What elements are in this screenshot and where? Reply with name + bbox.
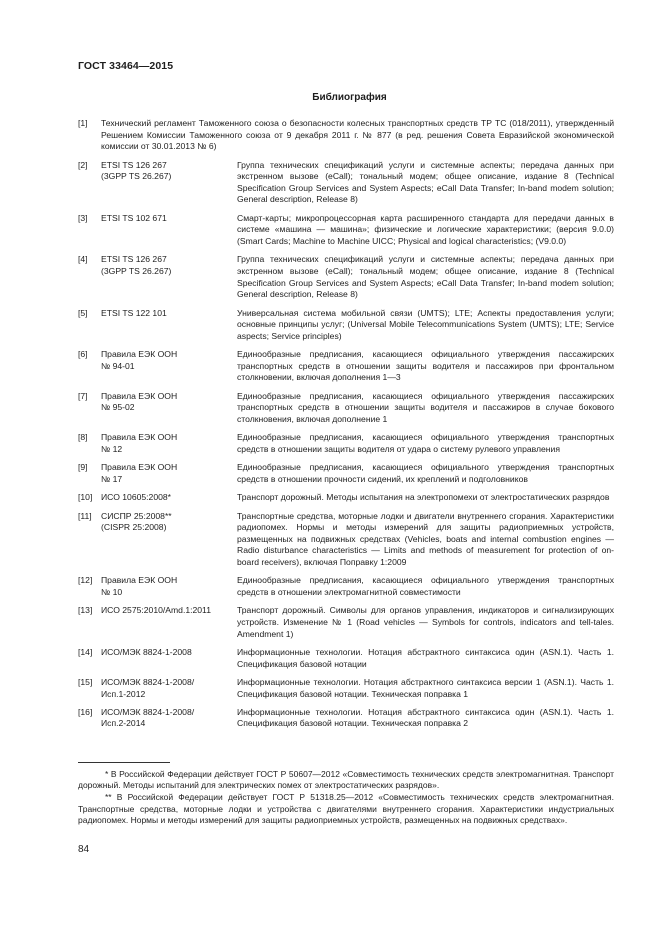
bibliography-entry: [78, 349, 614, 384]
bibliography-entry: [78, 462, 614, 485]
entry-reference: Правила ЕЭК ООН № 12: [101, 432, 178, 454]
footnote: ** В Российской Федерации действует ГОСТ Р 51318.25—2012 «Совместимость технических средств электромагнитная. Транспортные средства, моторные лодки и устройства с двигателями внутреннего сгорания. Характеристики индустриальных радиопомех. Нормы и методы измерений для защиты радиоприемных устройств, размещенных на подвижных средствах».: [78, 792, 614, 826]
entry-description: Технический регламент Таможенного союза о безопасности колесных транспортных средств ТР ТС (018/2011), утвержденный Решением Комиссии Таможенного союза от 9 декабря 2011 г. № 877 (в ред. решения Совета Евразийской экономической комиссии от 30.01.2013 № 6): [101, 118, 614, 152]
entry-number: [6]: [78, 349, 88, 360]
footnotes: [78, 762, 614, 827]
entry-reference: ИСО 10605:2008*: [101, 492, 172, 503]
bibliography-entry: [78, 118, 614, 153]
entry-description: Информационные технологии. Нотация абстрактного синтаксиса один (ASN.1). Часть 1. Спецификация базовой нотации. Техническая поправка 2: [237, 706, 614, 729]
entry-reference: Правила ЕЭК ООН № 17: [101, 462, 178, 484]
entry-reference: ИСО/МЭК 8824-1-2008/ Исп.1-2012: [101, 676, 195, 699]
bibliography-entry: [78, 647, 614, 670]
entry-description: Единообразные предписания, касающиеся официального утверждения пассажирских транспортных средств в отношении защиты водителя и пассажиров при фронтальном столкновении, включая дополнения 1—3: [237, 349, 614, 383]
entry-description: Универсальная система мобильной связи (UMTS); LTE; Аспекты предоставления услуги; основные принципы услуг; (Universal Mobile Telecommunications System (UMTS); LTE; Service aspects; Service principles): [237, 307, 614, 341]
entry-description: Единообразные предписания, касающиеся официального утверждения транспортных средств в отношении электромагнитной совместимости: [237, 575, 614, 597]
entry-description: Единообразные предписания, касающиеся официального утверждения транспортных средств в отношении прочности сидений, их креплений и подголовников: [237, 462, 614, 484]
page-number: 84: [78, 844, 90, 855]
entry-reference: Правила ЕЭК ООН № 10: [101, 575, 178, 597]
entry-description: Транспорт дорожный. Методы испытания на электропомехи от электростатических разрядов: [237, 492, 610, 503]
entry-reference: Правила ЕЭК ООН № 95-02: [101, 390, 178, 413]
bibliography-entry: [78, 254, 614, 300]
entry-reference: ETSI TS 126 267 (3GPP TS 26.267): [101, 254, 172, 276]
entry-number: [9]: [78, 462, 88, 473]
document-code: ГОСТ 33464—2015: [78, 60, 174, 72]
entry-reference: Правила ЕЭК ООН № 94-01: [101, 349, 178, 371]
entry-number: [1]: [78, 118, 88, 128]
entry-description: Единообразные предписания, касающиеся официального утверждения пассажирских транспортных средств в отношении защиты водителя и пассажиров в случае бокового столкновения, включая дополнение 1: [237, 390, 614, 424]
entry-description: Информационные технологии. Нотация абстрактного синтаксиса один (ASN.1). Часть 1. Спецификация базовой нотации: [237, 646, 614, 669]
entry-reference: ETSI TS 122 101: [101, 307, 167, 318]
entry-number: [5]: [78, 307, 88, 318]
entry-description: Единообразные предписания, касающиеся официального утверждения транспортных средств в отношении защиты водителя от удара о систему рулевого управления: [237, 432, 614, 454]
footnote: * В Российской Федерации действует ГОСТ Р 50607—2012 «Совместимость технических средств электромагнитная. Транспорт дорожный. Методы испытаний для электрических помех от электростатических разрядов».: [78, 769, 614, 791]
entry-number: [4]: [78, 254, 88, 265]
entry-number: [10]: [78, 492, 93, 503]
section-title: Библиография: [312, 92, 387, 103]
entry-number: [14]: [78, 646, 93, 657]
entry-reference: ETSI TS 102 671: [101, 212, 167, 223]
bibliography-entry: [78, 492, 614, 504]
footnote-divider: [78, 762, 170, 763]
bibliography-entry: [78, 575, 614, 598]
entry-description: Информационные технологии. Нотация абстрактного синтаксиса версии 1 (ASN.1). Часть 1. Спецификация базовой нотации. Техническая поправка 1: [237, 676, 614, 699]
bibliography-entry: [78, 160, 614, 206]
entry-description: Транспорт дорожный. Символы для органов управления, индикаторов и сигнализирующих устройств. Изменение № 1 (Road vehicles — Symbols for controls, indicators and tell-tales. Amendment 1): [237, 605, 614, 639]
bibliography-entry: [78, 677, 614, 700]
entry-reference: ИСО/МЭК 8824-1-2008: [101, 646, 192, 657]
entry-number: [8]: [78, 432, 88, 443]
entry-reference: ETSI TS 126 267 (3GPP TS 26.267): [101, 159, 172, 182]
bibliography-entry: [78, 432, 614, 455]
bibliography-entry: [78, 511, 614, 569]
entry-description: Группа технических спецификаций услуги и системные аспекты; передача данных при экстренном вызове (eCall); тональный модем; общее описание, издание 8 (Technical Specification Group Services and System Aspects; eCall Data Transfer; In-band modem solution; General description, Release 8): [237, 159, 614, 205]
bibliography-entry: [78, 605, 614, 640]
entry-number: [16]: [78, 706, 93, 717]
entry-description: Транспортные средства, моторные лодки и двигатели внутреннего сгорания. Характеристики радиопомех. Нормы и методы измерений для защиты радиоприемных устройств, размещенных на подвижных средствах (Vehicles, boats and internal combustion engines — Radio disturbance characteristics — Limits and methods of measurement for protection of on-board receivers), включая Поправку 1:2009: [237, 510, 614, 567]
bibliography-entry: [78, 707, 614, 730]
entry-number: [7]: [78, 390, 88, 401]
entry-reference: СИСПР 25:2008** (CISPR 25:2008): [101, 510, 172, 533]
bibliography-list: [78, 118, 614, 737]
bibliography-entry: [78, 391, 614, 426]
entry-number: [2]: [78, 159, 88, 170]
entry-description: Смарт-карты; микропроцессорная карта расширенного стандарта для передачи данных в системе «машина — машина»; физические и логические характеристики; (версия 9.0.0) (Smart Cards; Machine to Machine UICC; Physical and logical characteristics; (V9.0.0): [237, 212, 614, 246]
bibliography-entry: [78, 308, 614, 343]
entry-number: [13]: [78, 605, 93, 616]
entry-number: [3]: [78, 212, 88, 223]
entry-reference: ИСО/МЭК 8824-1-2008/ Исп.2-2014: [101, 706, 195, 729]
entry-description: Группа технических спецификаций услуги и системные аспекты; передача данных при экстренном вызове (eCall); тональный модем; общее описание, издание 8 (Technical Specification Group Services and System Aspects; eCall Data Transfer; In-band modem solution; General description, Release 8): [237, 254, 614, 300]
entry-reference: ИСО 2575:2010/Amd.1:2011: [101, 605, 211, 616]
entry-number: [11]: [78, 510, 92, 521]
bibliography-entry: [78, 213, 614, 248]
entry-number: [12]: [78, 575, 93, 586]
entry-number: [15]: [78, 676, 93, 687]
